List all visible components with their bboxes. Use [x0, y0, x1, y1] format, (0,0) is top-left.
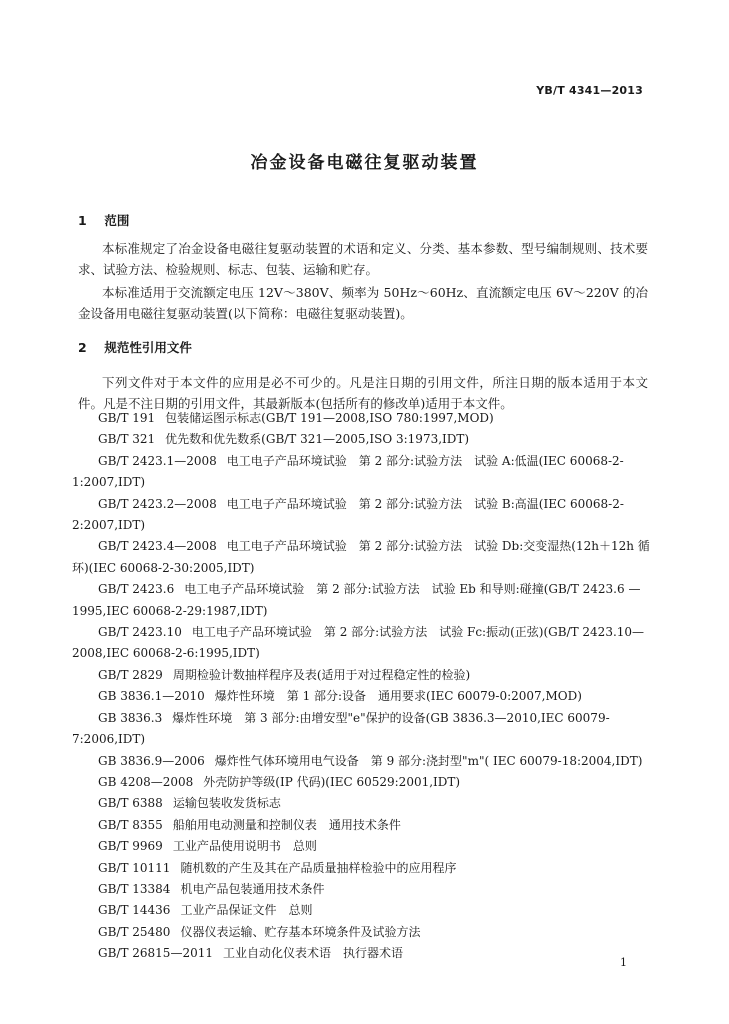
reference-code: GB/T 321	[98, 432, 156, 447]
reference-code: GB/T 2423.2—2008	[98, 496, 217, 511]
reference-title: 电工电子产品环境试验 第 2 部分:试验方法 试验 Fc:振动(正弦)(GB/T 2423.10—2008,IEC 60068-2-6:1995,IDT)	[72, 625, 645, 661]
reference-title: 工业产品保证文件 总则	[180, 903, 313, 918]
document-title: 冶金设备电磁往复驱动装置	[250, 153, 479, 173]
reference-item	[72, 708, 650, 751]
reference-title: 工业产品使用说明书 总则	[172, 839, 317, 854]
section-heading-normative-references	[78, 338, 192, 356]
standard-code: YB/T 4341—2013	[536, 84, 643, 97]
reference-code: GB/T 2423.6	[98, 582, 175, 597]
reference-item	[72, 943, 650, 964]
reference-item	[72, 879, 650, 900]
reference-code: GB/T 26815—2011	[98, 946, 213, 961]
reference-title: 工业自动化仪表术语 执行器术语	[222, 946, 403, 961]
reference-code: GB/T 14436	[98, 903, 171, 918]
reference-item	[72, 922, 650, 943]
reference-code: GB/T 2423.10	[98, 625, 182, 640]
reference-item	[72, 858, 650, 879]
reference-item	[72, 836, 650, 857]
reference-code: GB/T 10111	[98, 860, 171, 875]
reference-code: GB 3836.1—2010	[98, 689, 205, 704]
reference-item	[72, 622, 650, 665]
reference-item	[72, 772, 650, 793]
scope-paragraph: 本标准规定了冶金设备电磁往复驱动装置的术语和定义、分类、基本参数、型号编制规则、技术要求、试验方法、检验规则、标志、包装、运输和贮存。	[78, 241, 648, 277]
references-intro-paragraph: 下列文件对于本文件的应用是必不可少的。凡是注日期的引用文件，所注日期的版本适用于本文件。凡是不注日期的引用文件，其最新版本(包括所有的修改单)适用于本文件。	[78, 375, 648, 411]
reference-code: GB/T 2423.1—2008	[98, 453, 217, 468]
reference-item	[72, 815, 650, 836]
reference-title: 爆炸性环境 第 3 部分:由增安型"e"保护的设备(GB 3836.3—2010,IEC 60079-7:2006,IDT)	[72, 710, 610, 747]
reference-code: GB/T 6388	[98, 796, 163, 811]
reference-title: 电工电子产品环境试验 第 2 部分:试验方法 试验 Db:交变湿热(12h＋12h 循环)(IEC 60068-2-30:2005,IDT)	[72, 539, 650, 575]
reference-list	[72, 408, 650, 965]
reference-title: 机电产品包装通用技术条件	[180, 881, 325, 896]
reference-item	[72, 408, 650, 429]
scope-paragraph: 本标准适用于交流额定电压 12V～380V、频率为 50Hz～60Hz、直流额定电压 6V～220V 的冶金设备用电磁往复驱动装置(以下简称：电磁往复驱动装置)。	[78, 285, 648, 321]
section-number: 2	[78, 340, 87, 355]
reference-item	[72, 429, 650, 450]
reference-title: 包装储运图示标志(GB/T 191—2008,ISO 780:1997,MOD)	[165, 411, 494, 425]
reference-title: 外壳防护等级(IP 代码)(IEC 60529:2001,IDT)	[203, 774, 461, 789]
reference-title: 电工电子产品环境试验 第 2 部分:试验方法 试验 Eb 和导则:碰撞(GB/T 2423.6 —1995,IEC 60068-2-29:1987,IDT)	[72, 582, 641, 618]
reference-code: GB/T 191	[98, 411, 156, 425]
page-number: 1	[620, 956, 627, 969]
reference-code: GB 4208—2008	[98, 774, 194, 789]
section-title: 范围	[104, 213, 130, 228]
reference-title: 船舶用电动测量和控制仪表 通用技术条件	[172, 817, 401, 832]
reference-code: GB 3836.9—2006	[98, 753, 205, 768]
reference-item	[72, 751, 650, 772]
reference-title: 优先数和优先数系(GB/T 321—2005,ISO 3:1973,IDT)	[165, 432, 470, 447]
reference-code: GB/T 9969	[98, 839, 163, 854]
reference-item	[72, 665, 650, 686]
reference-item	[72, 793, 650, 814]
reference-title: 电工电子产品环境试验 第 2 部分:试验方法 试验 B:高温(IEC 60068-2-2:2007,IDT)	[72, 496, 624, 533]
reference-item	[72, 579, 650, 622]
reference-code: GB/T 8355	[98, 817, 163, 832]
reference-title: 运输包装收发货标志	[172, 796, 281, 811]
reference-item	[72, 451, 650, 494]
reference-code: GB/T 2423.4—2008	[98, 539, 217, 554]
reference-code: GB/T 2829	[98, 667, 163, 682]
reference-title: 随机数的产生及其在产品质量抽样检验中的应用程序	[180, 860, 457, 875]
reference-code: GB 3836.3	[98, 710, 163, 725]
reference-code: GB/T 25480	[98, 924, 171, 939]
reference-item	[72, 686, 650, 707]
reference-title: 爆炸性环境 第 1 部分:设备 通用要求(IEC 60079-0:2007,MOD)	[214, 689, 582, 704]
reference-title: 仪器仪表运输、贮存基本环境条件及试验方法	[180, 924, 421, 939]
reference-title: 电工电子产品环境试验 第 2 部分:试验方法 试验 A:低温(IEC 60068-2-1:2007,IDT)	[72, 453, 624, 490]
reference-item	[72, 536, 650, 579]
reference-title: 爆炸性气体环境用电气设备 第 9 部分:浇封型"m"( IEC 60079-18:2004,IDT)	[214, 753, 643, 768]
section-title: 规范性引用文件	[104, 340, 192, 355]
section-heading-scope	[78, 211, 129, 229]
reference-item	[72, 900, 650, 921]
section-number: 1	[78, 213, 87, 228]
reference-item	[72, 494, 650, 537]
reference-title: 周期检验计数抽样程序及表(适用于对过程稳定性的检验)	[172, 667, 471, 682]
reference-code: GB/T 13384	[98, 881, 171, 896]
